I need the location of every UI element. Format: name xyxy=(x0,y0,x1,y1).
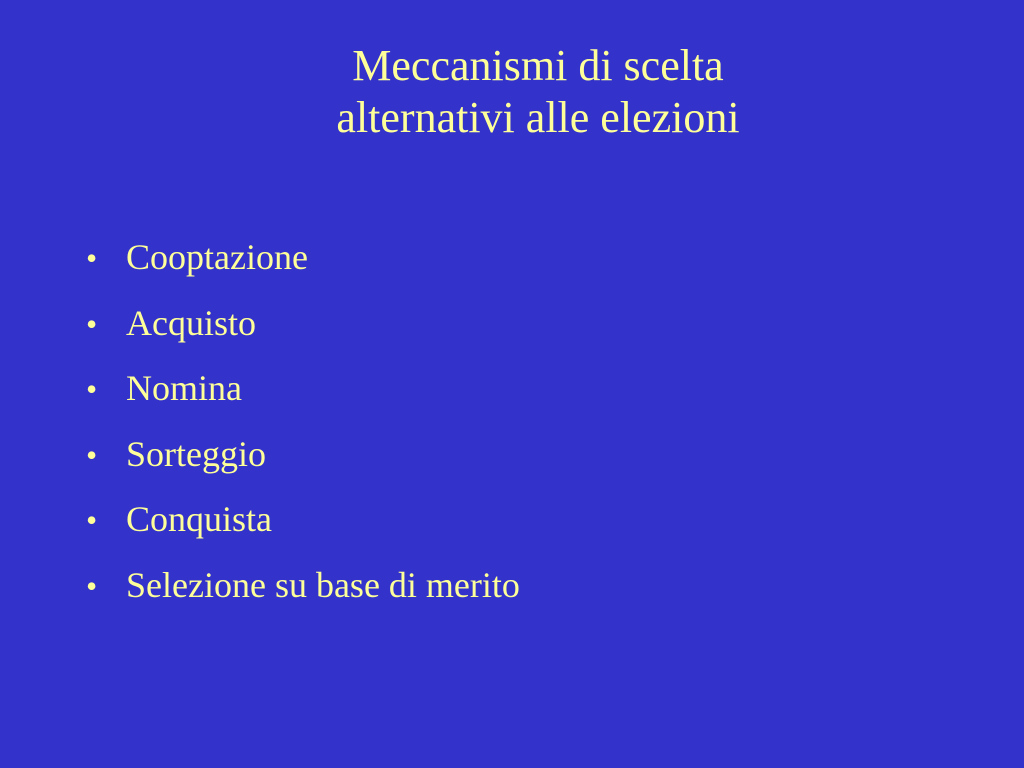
bullet-text: Sorteggio xyxy=(126,433,266,474)
bullet-icon: • xyxy=(86,502,98,538)
bullet-text: Conquista xyxy=(126,499,273,539)
bullet-icon: • xyxy=(86,436,98,473)
bullet-item-sorteggio xyxy=(86,427,520,493)
bullet-item-cooptazione xyxy=(86,230,520,296)
bullet-text: Cooptazione xyxy=(126,237,308,277)
bullet-item-selezione xyxy=(86,558,520,624)
bullet-icon: • xyxy=(86,371,98,407)
bullet-item-acquisto xyxy=(86,296,520,362)
bullet-item-conquista xyxy=(86,492,520,558)
bullet-item-nomina xyxy=(86,361,520,427)
title-line-1: Meccanismi di scelta xyxy=(352,41,724,90)
bullet-icon: • xyxy=(86,305,98,342)
title-line-2: alternativi alle elezioni xyxy=(336,93,740,142)
slide-title xyxy=(0,40,1024,144)
bullet-text: Selezione su base di merito xyxy=(126,564,520,605)
bullet-text: Nomina xyxy=(126,368,242,408)
bullet-icon: • xyxy=(86,567,98,604)
bullet-list xyxy=(86,230,520,623)
bullet-icon: • xyxy=(86,240,98,276)
bullet-text: Acquisto xyxy=(126,302,256,343)
